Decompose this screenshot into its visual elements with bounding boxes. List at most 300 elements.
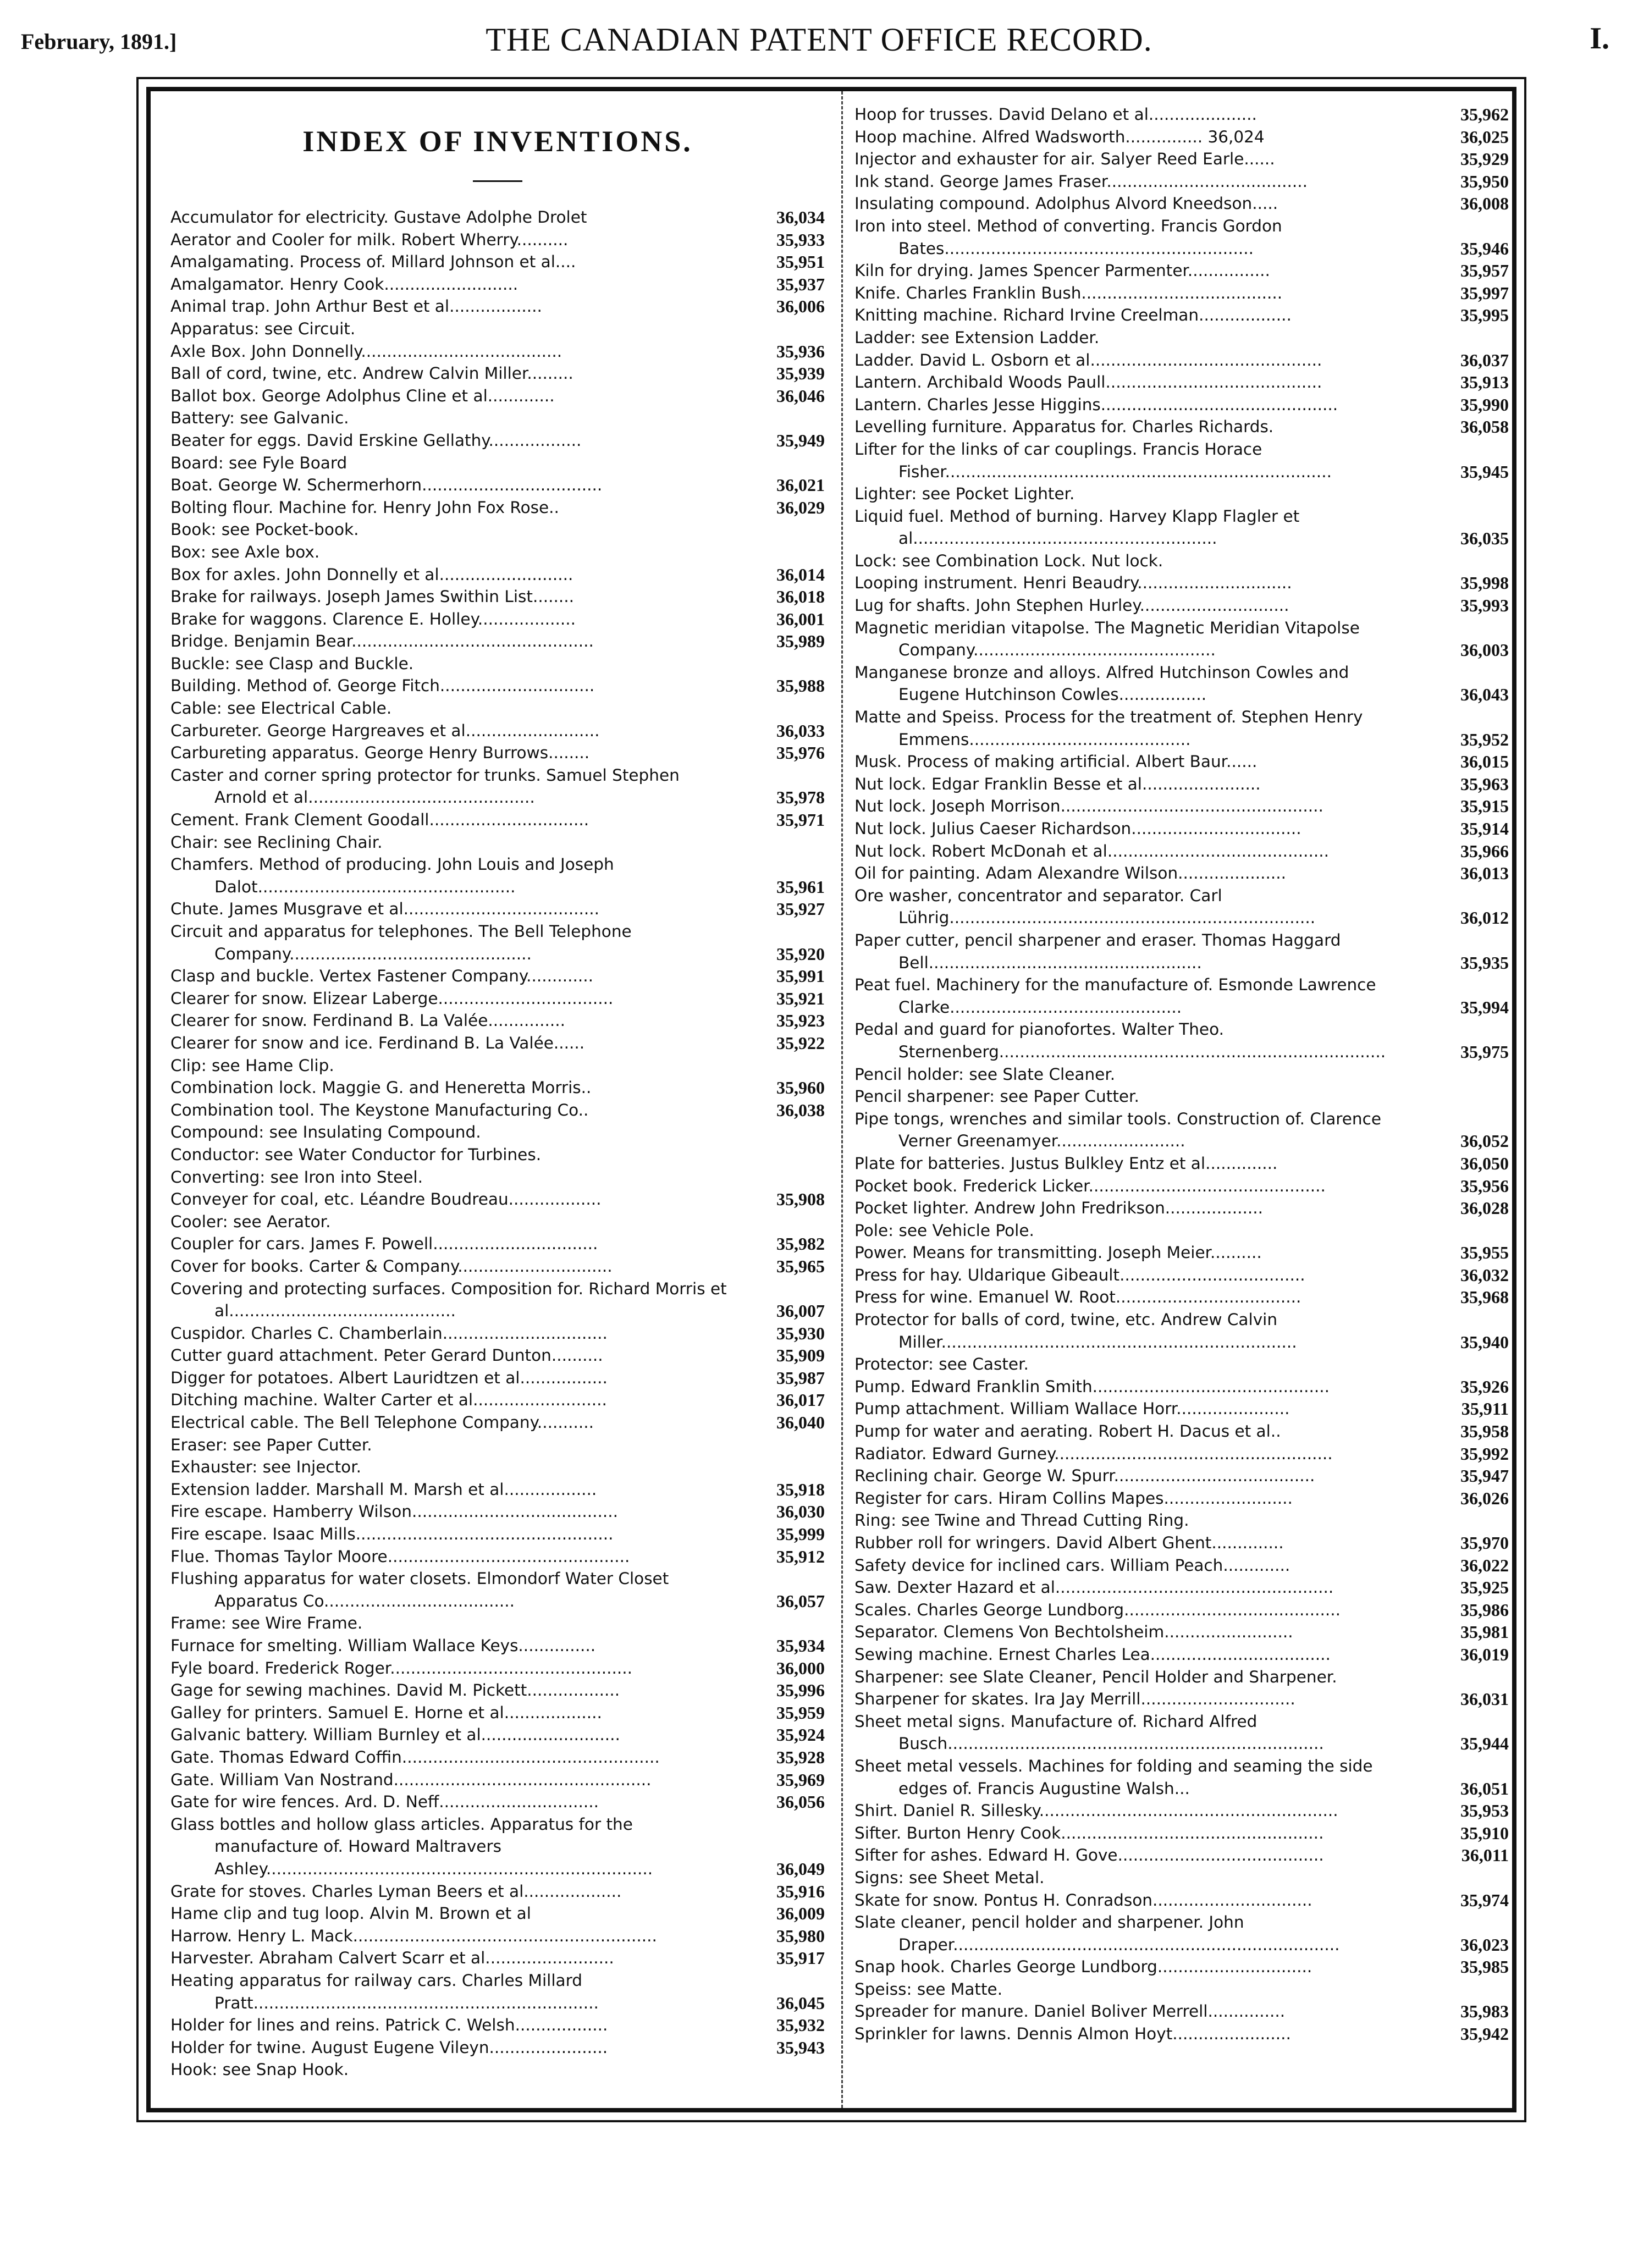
entry-text: Spreader for manure. Daniel Boliver Merrell............... bbox=[854, 2002, 1286, 2021]
entry-text: Kiln for drying. James Spencer Parmenter................ bbox=[854, 261, 1270, 280]
index-entry bbox=[170, 496, 825, 519]
entry-text: Snap hook. Charles George Lundborg.............................. bbox=[854, 1957, 1312, 1977]
entry-text: Chamfers. Method of producing. John Louis and Joseph Dalot.................................................. bbox=[170, 855, 614, 896]
patent-number: 36,040 bbox=[776, 1412, 825, 1433]
index-entry bbox=[854, 282, 1509, 305]
entry-text: Book: see Pocket-book. bbox=[170, 520, 359, 539]
index-entry bbox=[854, 840, 1509, 863]
index-entry bbox=[854, 1532, 1509, 1554]
patent-number: 35,974 bbox=[1460, 1890, 1509, 1910]
index-entry bbox=[170, 2059, 825, 2081]
index-entry bbox=[854, 661, 1509, 706]
index-entry bbox=[170, 1389, 825, 1411]
patent-number: 35,942 bbox=[1460, 2024, 1509, 2044]
patent-number: 36,026 bbox=[1460, 1488, 1509, 1508]
index-entry bbox=[170, 920, 825, 965]
entry-text: Apparatus: see Circuit. bbox=[170, 319, 356, 338]
patent-number: 36,008 bbox=[1460, 194, 1509, 214]
patent-number: 35,924 bbox=[776, 1725, 825, 1745]
patent-number: 36,049 bbox=[776, 1858, 825, 1879]
entry-text: Knife. Charles Franklin Bush....................................... bbox=[854, 283, 1283, 302]
index-entry bbox=[170, 206, 825, 229]
entry-text: Combination tool. The Keystone Manufacturing Co.. bbox=[170, 1100, 589, 1119]
index-entry bbox=[854, 617, 1509, 661]
entry-text: Caster and corner spring protector for trunks. Samuel Stephen Arnold et al............................................ bbox=[170, 765, 680, 807]
patent-number: 36,018 bbox=[776, 587, 825, 607]
patent-number: 35,946 bbox=[1460, 238, 1509, 258]
entry-text: Battery: see Galvanic. bbox=[170, 409, 349, 428]
entry-text: Protector for balls of cord, twine, etc. Andrew Calvin Miller..................................................................... bbox=[854, 1310, 1297, 1351]
patent-number: 36,013 bbox=[1460, 863, 1509, 884]
entry-text: Chute. James Musgrave et al...................................... bbox=[170, 900, 600, 919]
index-entry bbox=[170, 1925, 825, 1947]
index-entry bbox=[854, 1376, 1509, 1398]
index-entry bbox=[854, 1286, 1509, 1309]
index-entry bbox=[170, 407, 825, 429]
patent-number: 35,910 bbox=[1460, 1823, 1509, 1843]
index-entry bbox=[170, 1188, 825, 1211]
entry-text: Amalgamator. Henry Cook.......................... bbox=[170, 274, 519, 294]
index-entry bbox=[170, 1947, 825, 1969]
entry-text: Lighter: see Pocket Lighter. bbox=[854, 484, 1075, 504]
patent-number: 35,997 bbox=[1460, 283, 1509, 303]
patent-number: 36,029 bbox=[776, 497, 825, 517]
patent-number: 35,960 bbox=[776, 1078, 825, 1098]
entry-text: Fyle board. Frederick Roger............................................... bbox=[170, 1658, 632, 1677]
entry-text: Converting: see Iron into Steel. bbox=[170, 1167, 423, 1187]
index-entry bbox=[170, 229, 825, 251]
entry-text: Board: see Fyle Board bbox=[170, 453, 348, 472]
entry-text: Clearer for snow. Ferdinand B. La Valée............... bbox=[170, 1011, 565, 1030]
entry-text: Axle Box. John Donnelly....................................... bbox=[170, 341, 562, 361]
entry-text: Flushing apparatus for water closets. Elmondorf Water Closet Apparatus Co..................................... bbox=[170, 1569, 669, 1610]
index-entry bbox=[170, 1211, 825, 1233]
index-entry bbox=[170, 809, 825, 831]
patent-number: 35,983 bbox=[1460, 2001, 1509, 2022]
entry-text: Looping instrument. Henri Beaudry.............................. bbox=[854, 573, 1292, 593]
entry-text: Boat. George W. Schermerhorn................................... bbox=[170, 476, 603, 495]
index-entry bbox=[170, 675, 825, 697]
entry-text: Nut lock. Julius Caeser Richardson................................. bbox=[854, 819, 1301, 838]
index-entry bbox=[170, 1144, 825, 1166]
entry-text: Injector and exhauster for air. Salyer Reed Earle...... bbox=[854, 150, 1275, 169]
entry-text: Combination lock. Maggie G. and Heneretta Morris.. bbox=[170, 1078, 592, 1097]
patent-number: 35,990 bbox=[1460, 394, 1509, 415]
index-entry bbox=[854, 1576, 1509, 1599]
patent-number: 35,947 bbox=[1460, 1466, 1509, 1486]
patent-number: 36,038 bbox=[776, 1100, 825, 1120]
entry-text: Paper cutter, pencil sharpener and eraser. Thomas Haggard Bell..................................................... bbox=[854, 930, 1341, 972]
index-entry bbox=[854, 1398, 1509, 1420]
patent-number: 35,987 bbox=[776, 1367, 825, 1388]
index-entry bbox=[854, 1018, 1509, 1063]
entry-text: Conductor: see Water Conductor for Turbines. bbox=[170, 1145, 542, 1164]
index-entry bbox=[854, 751, 1509, 773]
index-entry bbox=[854, 1219, 1509, 1242]
index-entry bbox=[854, 1710, 1509, 1755]
index-entry bbox=[854, 1688, 1509, 1710]
index-entry bbox=[854, 103, 1509, 126]
index-entry bbox=[854, 148, 1509, 170]
patent-number: 35,998 bbox=[1460, 573, 1509, 593]
index-entry bbox=[854, 1621, 1509, 1643]
entry-text: Holder for lines and reins. Patrick C. Welsh.................. bbox=[170, 2016, 608, 2035]
patent-number: 35,975 bbox=[1460, 1041, 1509, 1062]
index-entry bbox=[854, 327, 1509, 349]
patent-number: 36,030 bbox=[776, 1502, 825, 1522]
index-entry bbox=[854, 1063, 1509, 1086]
index-entry bbox=[170, 1077, 825, 1099]
index-entry bbox=[854, 773, 1509, 796]
entry-text: Speiss: see Matte. bbox=[854, 1979, 1003, 1999]
patent-number: 35,913 bbox=[1460, 372, 1509, 393]
index-entry bbox=[854, 1889, 1509, 1912]
index-entry bbox=[854, 394, 1509, 416]
entry-text: Gate. William Van Nostrand.................................................. bbox=[170, 1770, 652, 1789]
entry-text: Ladder: see Extension Ladder. bbox=[854, 328, 1100, 347]
entry-text: Lug for shafts. John Stephen Hurley............................. bbox=[854, 596, 1289, 615]
entry-text: Press for wine. Emanuel W. Root.................................... bbox=[854, 1288, 1301, 1307]
index-entry bbox=[170, 1434, 825, 1456]
patent-number: 36,000 bbox=[776, 1658, 825, 1678]
index-entry bbox=[170, 1746, 825, 1769]
patent-number: 35,961 bbox=[776, 876, 825, 897]
index-entry bbox=[854, 1443, 1509, 1465]
index-entry bbox=[170, 1679, 825, 1702]
entry-text: Cover for books. Carter & Company.............................. bbox=[170, 1256, 613, 1276]
patent-number: 35,986 bbox=[1460, 1599, 1509, 1620]
index-entry bbox=[170, 429, 825, 452]
index-entry bbox=[854, 371, 1509, 394]
entry-text: Frame: see Wire Frame. bbox=[170, 1614, 363, 1633]
entry-text: Circuit and apparatus for telephones. The Bell Telephone Company............................................... bbox=[170, 922, 632, 963]
index-entry bbox=[854, 1978, 1509, 2001]
index-entry bbox=[854, 1554, 1509, 1577]
index-entry bbox=[170, 1367, 825, 1389]
index-entry bbox=[854, 1755, 1509, 1800]
index-entry bbox=[854, 1465, 1509, 1487]
patent-number: 35,996 bbox=[776, 1680, 825, 1701]
entry-text: Beater for eggs. David Erskine Gellathy.................. bbox=[170, 431, 582, 450]
index-entry bbox=[170, 853, 825, 898]
index-entry bbox=[170, 385, 825, 407]
entry-text: Lantern. Archibald Woods Paull.......................................... bbox=[854, 373, 1322, 392]
index-entry bbox=[170, 1322, 825, 1345]
index-entry bbox=[170, 1902, 825, 1925]
index-entry bbox=[854, 1643, 1509, 1666]
patent-number: 35,980 bbox=[776, 1925, 825, 1946]
entry-text: Bolting flour. Machine for. Henry John Fox Rose.. bbox=[170, 498, 559, 517]
entry-text: Rubber roll for wringers. David Albert Ghent.............. bbox=[854, 1533, 1284, 1552]
entry-text: Signs: see Sheet Metal. bbox=[854, 1868, 1045, 1887]
entry-text: Ink stand. George James Fraser....................................... bbox=[854, 172, 1308, 191]
entry-text: Hook: see Snap Hook. bbox=[170, 2060, 349, 2079]
patent-number: 35,978 bbox=[776, 787, 825, 808]
left-column bbox=[170, 108, 825, 2081]
index-entry bbox=[170, 1969, 825, 2014]
entry-text: Pocket book. Frederick Licker.............................................. bbox=[854, 1176, 1326, 1195]
index-entry bbox=[170, 564, 825, 586]
patent-number: 35,936 bbox=[776, 341, 825, 361]
entry-text: Iron into steel. Method of converting. Francis Gordon Bates............................................................ bbox=[854, 216, 1282, 258]
entry-text: Clasp and buckle. Vertex Fastener Company............. bbox=[170, 967, 594, 986]
index-entry bbox=[854, 974, 1509, 1018]
index-frame-inner bbox=[146, 87, 1516, 2112]
entry-text: Carbureter. George Hargreaves et al.......................... bbox=[170, 721, 600, 740]
index-entry bbox=[170, 1880, 825, 1903]
entry-text: Sheet metal signs. Manufacture of. Richard Alfred Busch......................................................................... bbox=[854, 1712, 1324, 1753]
patent-number: 35,908 bbox=[776, 1189, 825, 1210]
entry-text: Building. Method of. George Fitch.............................. bbox=[170, 676, 595, 696]
entry-text: Reclining chair. George W. Spurr....................................... bbox=[854, 1466, 1315, 1486]
entry-text: Power. Means for transmitting. Joseph Meier.......... bbox=[854, 1243, 1262, 1262]
index-entry bbox=[854, 1666, 1509, 1688]
entry-text: Clearer for snow. Elizear Laberge.................................. bbox=[170, 989, 614, 1008]
index-entry bbox=[854, 2000, 1509, 2023]
patent-number: 35,969 bbox=[776, 1769, 825, 1790]
entry-text: Hame clip and tug loop. Alvin M. Brown et al bbox=[170, 1904, 531, 1923]
patent-number: 36,003 bbox=[1460, 640, 1509, 660]
index-entry bbox=[854, 1487, 1509, 1510]
index-entry bbox=[170, 1635, 825, 1657]
patent-number: 35,934 bbox=[776, 1636, 825, 1656]
entry-text: Digger for potatoes. Albert Lauridtzen et al................. bbox=[170, 1368, 608, 1387]
entry-text: Ditching machine. Walter Carter et al.......................... bbox=[170, 1390, 607, 1410]
index-entry bbox=[170, 541, 825, 564]
entry-text: Pipe tongs, wrenches and similar tools. Construction of. Clarence Verner Greenamyer......................... bbox=[854, 1109, 1381, 1151]
entry-text: Pump. Edward Franklin Smith.............................................. bbox=[854, 1377, 1330, 1396]
entry-text: Brake for waggons. Clarence E. Holley................... bbox=[170, 609, 576, 628]
patent-number: 35,982 bbox=[776, 1234, 825, 1254]
entry-text: Cable: see Electrical Cable. bbox=[170, 699, 392, 718]
index-entry bbox=[170, 1612, 825, 1635]
entry-text: Knitting machine. Richard Irvine Creelman.................. bbox=[854, 306, 1292, 325]
index-entry bbox=[170, 1657, 825, 1680]
entry-text: Conveyer for coal, etc. Léandre Boudreau.................. bbox=[170, 1190, 602, 1209]
entry-text: Sheet metal vessels. Machines for folding and seaming the side edges of. Francis Augustine Walsh... bbox=[854, 1756, 1373, 1798]
page-header bbox=[0, 21, 1638, 70]
index-entry bbox=[854, 1197, 1509, 1219]
entry-text: Exhauster: see Injector. bbox=[170, 1458, 361, 1477]
patent-number: 35,950 bbox=[1460, 171, 1509, 191]
entry-text: Gate. Thomas Edward Coffin.................................................. bbox=[170, 1747, 660, 1767]
entry-text: Sharpener: see Slate Cleaner, Pencil Holder and Sharpener. bbox=[854, 1667, 1337, 1686]
index-entry bbox=[170, 2014, 825, 2037]
patent-number: 36,019 bbox=[1460, 1644, 1509, 1664]
page-number: I. bbox=[1590, 21, 1609, 56]
column-divider bbox=[841, 91, 843, 2108]
entry-text: Box: see Axle box. bbox=[170, 542, 320, 561]
patent-number: 35,933 bbox=[776, 229, 825, 250]
patent-number: 35,911 bbox=[1461, 1399, 1509, 1419]
journal-title: THE CANADIAN PATENT OFFICE RECORD. bbox=[486, 21, 1152, 58]
entry-text: Register for cars. Hiram Collins Mapes......................... bbox=[854, 1488, 1293, 1508]
index-entry bbox=[854, 795, 1509, 818]
index-entry bbox=[854, 1509, 1509, 1532]
entry-text: Amalgamating. Process of. Millard Johnson et al.... bbox=[170, 252, 576, 272]
index-entry bbox=[854, 126, 1509, 148]
patent-number: 35,922 bbox=[776, 1033, 825, 1053]
entry-text: Flue. Thomas Taylor Moore............................................... bbox=[170, 1547, 630, 1566]
index-entry bbox=[170, 1702, 825, 1724]
index-entry bbox=[854, 572, 1509, 594]
patent-number: 35,993 bbox=[1460, 595, 1509, 616]
entry-text: Lifter for the links of car couplings. Francis Horace Fisher........................................................................... bbox=[854, 439, 1332, 481]
index-entry bbox=[854, 1085, 1509, 1108]
patent-number: 35,921 bbox=[776, 988, 825, 1008]
entry-text: Heating apparatus for railway cars. Charles Millard Pratt................................................................... bbox=[170, 1971, 599, 2012]
index-entry bbox=[854, 862, 1509, 885]
patent-number: 35,999 bbox=[776, 1524, 825, 1544]
index-entry bbox=[170, 630, 825, 653]
index-entry bbox=[170, 720, 825, 742]
entry-text: Holder for twine. August Eugene Vileyn....................... bbox=[170, 2038, 608, 2057]
entry-text: Electrical cable. The Bell Telephone Company........... bbox=[170, 1413, 594, 1432]
entry-text: Pump for water and aerating. Robert H. Dacus et al.. bbox=[854, 1422, 1281, 1441]
patent-number: 35,988 bbox=[776, 676, 825, 696]
entry-text: Accumulator for electricity. Gustave Adolphe Drolet bbox=[170, 208, 587, 227]
entry-text: Nut lock. Joseph Morrison................................................... bbox=[854, 797, 1323, 816]
patent-number: 35,994 bbox=[1460, 997, 1509, 1017]
patent-number: 35,957 bbox=[1460, 261, 1509, 281]
patent-number: 35,912 bbox=[776, 1546, 825, 1566]
entry-text: Eraser: see Paper Cutter. bbox=[170, 1435, 372, 1454]
patent-number: 35,917 bbox=[776, 1948, 825, 1968]
entry-text: Saw. Dexter Hazard et al...................................................... bbox=[854, 1578, 1334, 1597]
entry-text: Coupler for cars. James F. Powell................................ bbox=[170, 1234, 598, 1254]
index-entry bbox=[170, 1278, 825, 1322]
index-entry bbox=[170, 1791, 825, 1813]
entry-text: Furnace for smelting. William Wallace Keys............... bbox=[170, 1636, 596, 1655]
patent-number: 36,045 bbox=[776, 1993, 825, 2013]
patent-number: 35,928 bbox=[776, 1747, 825, 1767]
entry-text: Extension ladder. Marshall M. Marsh et al.................. bbox=[170, 1480, 597, 1499]
index-entry bbox=[854, 304, 1509, 327]
index-entry bbox=[854, 215, 1509, 260]
index-entry bbox=[170, 831, 825, 854]
patent-number: 35,968 bbox=[1460, 1287, 1509, 1307]
entry-text: Plate for batteries. Justus Bulkley Entz et al.............. bbox=[854, 1154, 1278, 1173]
patent-number: 35,943 bbox=[776, 2037, 825, 2057]
index-entry bbox=[170, 608, 825, 631]
entry-text: Box for axles. John Donnelly et al.......................... bbox=[170, 565, 573, 584]
patent-number: 35,927 bbox=[776, 899, 825, 919]
entry-text: Harrow. Henry L. Mack........................................................... bbox=[170, 1926, 657, 1945]
patent-number: 36,058 bbox=[1460, 417, 1509, 437]
index-entry bbox=[170, 1055, 825, 1077]
index-entry bbox=[170, 697, 825, 720]
index-entry bbox=[854, 885, 1509, 929]
entry-text: Hoop machine. Alfred Wadsworth............... 36,024 bbox=[854, 127, 1265, 146]
patent-number: 36,015 bbox=[1460, 752, 1509, 772]
patent-number: 35,915 bbox=[1460, 796, 1509, 816]
index-entry bbox=[170, 987, 825, 1010]
entry-text: Magnetic meridian vitapolse. The Magnetic Meridian Vitapolse Company............................................... bbox=[854, 618, 1360, 660]
index-entry bbox=[170, 1009, 825, 1032]
entry-text: Buckle: see Clasp and Buckle. bbox=[170, 654, 414, 673]
index-entry bbox=[170, 452, 825, 474]
patent-number: 35,918 bbox=[776, 1479, 825, 1499]
entry-text: Levelling furniture. Apparatus for. Charles Richards. bbox=[854, 417, 1274, 437]
index-entry bbox=[170, 1769, 825, 1791]
patent-number: 35,925 bbox=[1460, 1577, 1509, 1598]
entry-text: Covering and protecting surfaces. Composition for. Richard Morris et al............................................ bbox=[170, 1279, 727, 1321]
entry-text: Ring: see Twine and Thread Cutting Ring. bbox=[854, 1511, 1189, 1530]
patent-number: 36,017 bbox=[776, 1390, 825, 1410]
index-entry bbox=[170, 2037, 825, 2059]
index-entry bbox=[854, 1309, 1509, 1353]
patent-number: 35,949 bbox=[776, 430, 825, 450]
entry-text: Cooler: see Aerator. bbox=[170, 1212, 331, 1231]
patent-number: 36,043 bbox=[1460, 685, 1509, 705]
patent-number: 35,965 bbox=[776, 1256, 825, 1276]
patent-number: 35,944 bbox=[1460, 1734, 1509, 1754]
entry-text: Oil for painting. Adam Alexandre Wilson..................... bbox=[854, 864, 1287, 883]
entry-text: Skate for snow. Pontus H. Conradson............................... bbox=[854, 1890, 1312, 1910]
patent-number: 35,935 bbox=[1460, 952, 1509, 973]
patent-number: 36,006 bbox=[776, 296, 825, 317]
patent-number: 36,056 bbox=[776, 1792, 825, 1812]
entry-text: Brake for railways. Joseph James Swithin List........ bbox=[170, 587, 574, 606]
entry-text: Insulating compound. Adolphus Alvord Kneedson..... bbox=[854, 194, 1278, 213]
patent-number: 36,025 bbox=[1460, 126, 1509, 147]
patent-number: 35,926 bbox=[1460, 1376, 1509, 1397]
entry-text: Peat fuel. Machinery for the manufacture of. Esmonde Lawrence Clarke............................................. bbox=[854, 975, 1376, 1017]
patent-number: 35,929 bbox=[1460, 149, 1509, 169]
entry-text: Clip: see Hame Clip. bbox=[170, 1056, 334, 1075]
index-entry bbox=[170, 742, 825, 764]
patent-number: 36,022 bbox=[1460, 1555, 1509, 1575]
index-frame bbox=[136, 77, 1526, 2122]
index-entry bbox=[854, 349, 1509, 372]
patent-number: 35,953 bbox=[1460, 1801, 1509, 1821]
patent-number: 36,035 bbox=[1460, 528, 1509, 549]
entry-text: Sprinkler for lawns. Dennis Almon Hoyt....................... bbox=[854, 2024, 1291, 2044]
entry-text: Protector: see Caster. bbox=[854, 1355, 1029, 1374]
title-rule bbox=[473, 180, 522, 182]
issue-date: February, 1891.] bbox=[21, 29, 177, 54]
entry-text: Sharpener for skates. Ira Jay Merrill.............................. bbox=[854, 1690, 1295, 1709]
index-entry bbox=[170, 1411, 825, 1434]
entry-text: Slate cleaner, pencil holder and sharpener. John Draper........................................................................... bbox=[854, 1913, 1340, 1954]
patent-number: 35,909 bbox=[776, 1345, 825, 1366]
patent-number: 35,970 bbox=[1460, 1533, 1509, 1553]
index-entry bbox=[854, 1599, 1509, 1621]
index-entry bbox=[170, 1813, 825, 1880]
entry-text: Pencil sharpener: see Paper Cutter. bbox=[854, 1087, 1139, 1106]
patent-number: 35,992 bbox=[1460, 1443, 1509, 1464]
entry-text: Glass bottles and hollow glass articles. Apparatus for the manufacture of. Howard Maltravers Ashley........................................................................... bbox=[170, 1814, 653, 1878]
entry-text: Grate for stoves. Charles Lyman Beers et al................... bbox=[170, 1881, 622, 1901]
patent-number: 35,981 bbox=[1460, 1622, 1509, 1642]
patent-number: 36,007 bbox=[776, 1301, 825, 1321]
index-entry bbox=[170, 1233, 825, 1255]
patent-number: 36,057 bbox=[776, 1591, 825, 1611]
index-entry bbox=[170, 764, 825, 809]
entry-text: Liquid fuel. Method of burning. Harvey Klapp Flagler et al........................................................... bbox=[854, 506, 1300, 548]
index-entry bbox=[854, 1822, 1509, 1845]
index-entry bbox=[170, 1500, 825, 1523]
patent-number: 35,945 bbox=[1460, 461, 1509, 482]
patent-number: 35,989 bbox=[776, 631, 825, 652]
entry-text: Matte and Speiss. Process for the treatment of. Stephen Henry Emmens........................................... bbox=[854, 708, 1363, 749]
right-column bbox=[854, 103, 1509, 2045]
entry-text: Manganese bronze and alloys. Alfred Hutchinson Cowles and Eugene Hutchinson Cowles................. bbox=[854, 663, 1349, 704]
index-entry bbox=[854, 1420, 1509, 1443]
entry-text: Pencil holder: see Slate Cleaner. bbox=[854, 1064, 1116, 1084]
index-entry bbox=[854, 1800, 1509, 1822]
patent-number: 35,932 bbox=[776, 2015, 825, 2035]
